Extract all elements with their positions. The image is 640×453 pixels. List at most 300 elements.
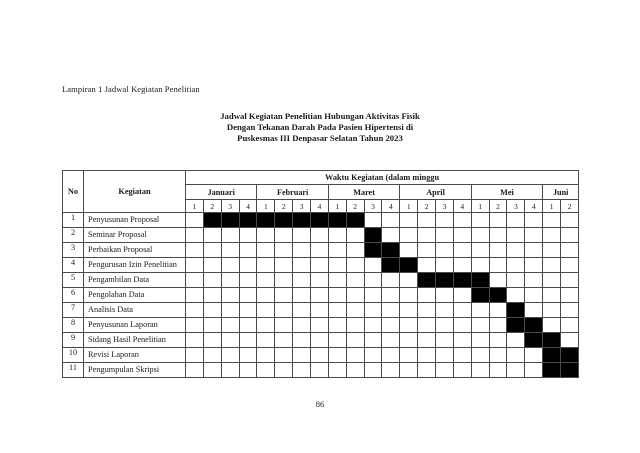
- gantt-empty-cell: [561, 318, 579, 333]
- gantt-empty-cell: [400, 213, 418, 228]
- activity-row: [63, 348, 579, 363]
- gantt-empty-cell: [203, 333, 221, 348]
- gantt-empty-cell: [328, 303, 346, 318]
- gantt-empty-cell: [436, 243, 454, 258]
- gantt-filled-cell: [418, 273, 436, 288]
- gantt-empty-cell: [275, 348, 293, 363]
- gantt-empty-cell: [525, 288, 543, 303]
- gantt-empty-cell: [311, 228, 329, 243]
- gantt-empty-cell: [257, 363, 275, 378]
- gantt-empty-cell: [400, 318, 418, 333]
- gantt-filled-cell: [382, 243, 400, 258]
- gantt-filled-cell: [561, 348, 579, 363]
- week-number-cell: 3: [436, 200, 454, 213]
- gantt-empty-cell: [186, 243, 204, 258]
- gantt-empty-cell: [471, 318, 489, 333]
- gantt-empty-cell: [364, 303, 382, 318]
- gantt-empty-cell: [382, 303, 400, 318]
- gantt-empty-cell: [203, 303, 221, 318]
- gantt-empty-cell: [561, 303, 579, 318]
- gantt-empty-cell: [400, 228, 418, 243]
- gantt-empty-cell: [186, 228, 204, 243]
- gantt-empty-cell: [436, 363, 454, 378]
- week-number-cell: 4: [453, 200, 471, 213]
- gantt-filled-cell: [543, 333, 561, 348]
- document-title: [62, 111, 578, 144]
- gantt-empty-cell: [543, 258, 561, 273]
- month-header-februari: Februari: [257, 185, 328, 200]
- activity-no: 10: [63, 348, 84, 363]
- gantt-empty-cell: [293, 333, 311, 348]
- gantt-empty-cell: [561, 228, 579, 243]
- activity-no: 4: [63, 258, 84, 273]
- gantt-filled-cell: [382, 258, 400, 273]
- gantt-empty-cell: [221, 303, 239, 318]
- gantt-empty-cell: [293, 273, 311, 288]
- gantt-empty-cell: [203, 363, 221, 378]
- gantt-empty-cell: [221, 333, 239, 348]
- gantt-empty-cell: [275, 303, 293, 318]
- gantt-filled-cell: [471, 273, 489, 288]
- gantt-empty-cell: [364, 213, 382, 228]
- gantt-empty-cell: [436, 333, 454, 348]
- gantt-empty-cell: [436, 213, 454, 228]
- activity-no: 6: [63, 288, 84, 303]
- gantt-empty-cell: [346, 333, 364, 348]
- gantt-empty-cell: [418, 333, 436, 348]
- gantt-empty-cell: [543, 303, 561, 318]
- gantt-empty-cell: [239, 348, 257, 363]
- gantt-empty-cell: [543, 318, 561, 333]
- activity-no: 5: [63, 273, 84, 288]
- week-number-cell: 3: [221, 200, 239, 213]
- gantt-empty-cell: [400, 333, 418, 348]
- gantt-empty-cell: [275, 363, 293, 378]
- activity-row: [63, 318, 579, 333]
- week-number-cell: 2: [346, 200, 364, 213]
- gantt-empty-cell: [293, 243, 311, 258]
- gantt-empty-cell: [293, 228, 311, 243]
- week-number-cell: 1: [543, 200, 561, 213]
- activity-name: Pengurusan Izin Penelitian: [84, 258, 186, 273]
- gantt-empty-cell: [453, 228, 471, 243]
- gantt-filled-cell: [489, 288, 507, 303]
- week-number-cell: 4: [525, 200, 543, 213]
- gantt-empty-cell: [489, 318, 507, 333]
- gantt-empty-cell: [525, 273, 543, 288]
- gantt-empty-cell: [328, 243, 346, 258]
- gantt-schedule-table: [62, 170, 579, 378]
- week-number-cell: 2: [489, 200, 507, 213]
- gantt-empty-cell: [489, 348, 507, 363]
- gantt-empty-cell: [186, 213, 204, 228]
- gantt-empty-cell: [543, 288, 561, 303]
- gantt-empty-cell: [436, 258, 454, 273]
- gantt-empty-cell: [203, 228, 221, 243]
- gantt-empty-cell: [418, 348, 436, 363]
- gantt-empty-cell: [561, 288, 579, 303]
- gantt-empty-cell: [436, 303, 454, 318]
- activity-row: [63, 363, 579, 378]
- gantt-filled-cell: [507, 303, 525, 318]
- gantt-empty-cell: [186, 363, 204, 378]
- gantt-empty-cell: [186, 273, 204, 288]
- gantt-filled-cell: [275, 213, 293, 228]
- gantt-filled-cell: [203, 213, 221, 228]
- gantt-empty-cell: [203, 243, 221, 258]
- gantt-empty-cell: [471, 258, 489, 273]
- activity-no: 9: [63, 333, 84, 348]
- gantt-empty-cell: [507, 228, 525, 243]
- month-header-juni: Juni: [543, 185, 579, 200]
- gantt-empty-cell: [257, 303, 275, 318]
- gantt-empty-cell: [453, 348, 471, 363]
- gantt-empty-cell: [507, 333, 525, 348]
- gantt-empty-cell: [203, 348, 221, 363]
- gantt-empty-cell: [239, 228, 257, 243]
- gantt-empty-cell: [507, 363, 525, 378]
- activity-row: [63, 243, 579, 258]
- gantt-empty-cell: [453, 363, 471, 378]
- gantt-filled-cell: [400, 258, 418, 273]
- gantt-filled-cell: [328, 213, 346, 228]
- week-number-cell: 1: [257, 200, 275, 213]
- gantt-empty-cell: [453, 333, 471, 348]
- column-header-no: No: [63, 171, 84, 213]
- gantt-empty-cell: [257, 333, 275, 348]
- gantt-empty-cell: [221, 363, 239, 378]
- gantt-empty-cell: [400, 288, 418, 303]
- week-number-cell: 1: [471, 200, 489, 213]
- gantt-empty-cell: [418, 243, 436, 258]
- gantt-empty-cell: [293, 303, 311, 318]
- gantt-empty-cell: [489, 213, 507, 228]
- gantt-empty-cell: [203, 288, 221, 303]
- gantt-empty-cell: [328, 333, 346, 348]
- gantt-empty-cell: [436, 228, 454, 243]
- gantt-filled-cell: [471, 288, 489, 303]
- gantt-empty-cell: [346, 273, 364, 288]
- gantt-empty-cell: [275, 318, 293, 333]
- gantt-filled-cell: [311, 213, 329, 228]
- gantt-empty-cell: [364, 258, 382, 273]
- activity-row: [63, 228, 579, 243]
- gantt-filled-cell: [543, 348, 561, 363]
- gantt-empty-cell: [418, 303, 436, 318]
- activity-row: [63, 288, 579, 303]
- week-number-cell: 2: [418, 200, 436, 213]
- gantt-empty-cell: [507, 243, 525, 258]
- gantt-empty-cell: [543, 228, 561, 243]
- gantt-empty-cell: [186, 318, 204, 333]
- gantt-empty-cell: [186, 348, 204, 363]
- week-number-cell: 3: [364, 200, 382, 213]
- gantt-empty-cell: [239, 243, 257, 258]
- gantt-empty-cell: [507, 288, 525, 303]
- gantt-empty-cell: [543, 243, 561, 258]
- gantt-empty-cell: [400, 243, 418, 258]
- gantt-empty-cell: [364, 318, 382, 333]
- week-number-cell: 2: [561, 200, 579, 213]
- week-number-cell: 4: [239, 200, 257, 213]
- gantt-empty-cell: [346, 258, 364, 273]
- title-line-1: Jadwal Kegiatan Penelitian Hubungan Aktivitas Fisik: [220, 111, 420, 121]
- activity-no: 2: [63, 228, 84, 243]
- gantt-empty-cell: [543, 273, 561, 288]
- gantt-empty-cell: [507, 213, 525, 228]
- gantt-empty-cell: [471, 363, 489, 378]
- gantt-empty-cell: [203, 258, 221, 273]
- gantt-empty-cell: [507, 273, 525, 288]
- week-number-cell: 1: [400, 200, 418, 213]
- gantt-empty-cell: [346, 303, 364, 318]
- gantt-empty-cell: [328, 273, 346, 288]
- gantt-empty-cell: [400, 363, 418, 378]
- activity-name: Penyusunan Laporan: [84, 318, 186, 333]
- gantt-empty-cell: [453, 288, 471, 303]
- gantt-empty-cell: [525, 258, 543, 273]
- gantt-empty-cell: [525, 243, 543, 258]
- gantt-filled-cell: [453, 273, 471, 288]
- gantt-empty-cell: [221, 228, 239, 243]
- gantt-filled-cell: [364, 228, 382, 243]
- gantt-empty-cell: [311, 333, 329, 348]
- gantt-empty-cell: [382, 228, 400, 243]
- gantt-empty-cell: [418, 228, 436, 243]
- gantt-empty-cell: [364, 288, 382, 303]
- gantt-empty-cell: [507, 348, 525, 363]
- activity-name: Pengambilan Data: [84, 273, 186, 288]
- week-number-cell: 2: [203, 200, 221, 213]
- gantt-empty-cell: [275, 273, 293, 288]
- activity-no: 8: [63, 318, 84, 333]
- gantt-empty-cell: [489, 363, 507, 378]
- gantt-empty-cell: [221, 273, 239, 288]
- gantt-empty-cell: [221, 258, 239, 273]
- page-number: 86: [315, 399, 325, 409]
- gantt-empty-cell: [382, 348, 400, 363]
- gantt-empty-cell: [328, 288, 346, 303]
- gantt-empty-cell: [471, 228, 489, 243]
- activity-name: Penyusunan Proposal: [84, 213, 186, 228]
- gantt-empty-cell: [525, 363, 543, 378]
- gantt-empty-cell: [436, 288, 454, 303]
- gantt-empty-cell: [364, 333, 382, 348]
- gantt-empty-cell: [561, 258, 579, 273]
- gantt-empty-cell: [239, 258, 257, 273]
- gantt-empty-cell: [453, 318, 471, 333]
- gantt-empty-cell: [311, 243, 329, 258]
- gantt-empty-cell: [489, 228, 507, 243]
- gantt-empty-cell: [239, 318, 257, 333]
- gantt-empty-cell: [257, 288, 275, 303]
- gantt-empty-cell: [400, 348, 418, 363]
- gantt-empty-cell: [203, 273, 221, 288]
- gantt-filled-cell: [543, 363, 561, 378]
- gantt-empty-cell: [275, 333, 293, 348]
- gantt-empty-cell: [471, 243, 489, 258]
- gantt-empty-cell: [311, 258, 329, 273]
- gantt-empty-cell: [275, 288, 293, 303]
- gantt-empty-cell: [257, 273, 275, 288]
- gantt-empty-cell: [257, 348, 275, 363]
- gantt-empty-cell: [525, 303, 543, 318]
- gantt-filled-cell: [364, 243, 382, 258]
- gantt-empty-cell: [186, 288, 204, 303]
- gantt-empty-cell: [293, 258, 311, 273]
- activity-no: 3: [63, 243, 84, 258]
- gantt-empty-cell: [221, 288, 239, 303]
- gantt-filled-cell: [525, 333, 543, 348]
- lampiran-label: Lampiran 1 Jadwal Kegiatan Penelitian: [62, 84, 200, 94]
- gantt-empty-cell: [293, 288, 311, 303]
- gantt-empty-cell: [239, 333, 257, 348]
- gantt-empty-cell: [364, 348, 382, 363]
- gantt-filled-cell: [239, 213, 257, 228]
- gantt-empty-cell: [382, 363, 400, 378]
- gantt-empty-cell: [186, 303, 204, 318]
- gantt-empty-cell: [311, 318, 329, 333]
- week-number-cell: 4: [382, 200, 400, 213]
- gantt-empty-cell: [328, 363, 346, 378]
- gantt-empty-cell: [364, 273, 382, 288]
- gantt-empty-cell: [221, 243, 239, 258]
- gantt-filled-cell: [221, 213, 239, 228]
- activity-name: Revisi Laporan: [84, 348, 186, 363]
- gantt-empty-cell: [364, 363, 382, 378]
- activity-name: Sidang Hasil Penelitian: [84, 333, 186, 348]
- gantt-empty-cell: [293, 363, 311, 378]
- gantt-empty-cell: [311, 348, 329, 363]
- gantt-empty-cell: [436, 318, 454, 333]
- gantt-empty-cell: [489, 303, 507, 318]
- gantt-empty-cell: [489, 273, 507, 288]
- week-number-cell: 2: [275, 200, 293, 213]
- gantt-empty-cell: [239, 363, 257, 378]
- month-header-mei: Mei: [471, 185, 542, 200]
- gantt-empty-cell: [328, 258, 346, 273]
- week-number-cell: 3: [507, 200, 525, 213]
- gantt-empty-cell: [346, 318, 364, 333]
- activity-row: [63, 303, 579, 318]
- gantt-empty-cell: [239, 288, 257, 303]
- gantt-empty-cell: [221, 318, 239, 333]
- gantt-empty-cell: [257, 258, 275, 273]
- gantt-empty-cell: [257, 228, 275, 243]
- gantt-empty-cell: [293, 318, 311, 333]
- gantt-empty-cell: [418, 258, 436, 273]
- gantt-empty-cell: [186, 333, 204, 348]
- gantt-empty-cell: [453, 303, 471, 318]
- title-line-2: Dengan Tekanan Darah Pada Pasien Hipertensi di: [226, 122, 414, 132]
- gantt-empty-cell: [471, 333, 489, 348]
- gantt-empty-cell: [346, 363, 364, 378]
- activity-row: [63, 213, 579, 228]
- gantt-filled-cell: [257, 213, 275, 228]
- gantt-empty-cell: [400, 273, 418, 288]
- gantt-empty-cell: [489, 258, 507, 273]
- gantt-filled-cell: [436, 273, 454, 288]
- gantt-empty-cell: [382, 333, 400, 348]
- gantt-filled-cell: [561, 363, 579, 378]
- month-header-maret: Maret: [328, 185, 399, 200]
- activity-no: 1: [63, 213, 84, 228]
- gantt-empty-cell: [257, 243, 275, 258]
- gantt-empty-cell: [382, 213, 400, 228]
- gantt-empty-cell: [311, 303, 329, 318]
- gantt-empty-cell: [471, 303, 489, 318]
- gantt-empty-cell: [203, 318, 221, 333]
- activity-row: [63, 273, 579, 288]
- column-header-kegiatan: Kegiatan: [84, 171, 186, 213]
- week-number-cell: 4: [311, 200, 329, 213]
- gantt-empty-cell: [311, 363, 329, 378]
- activity-name: Pengolahan Data: [84, 288, 186, 303]
- gantt-empty-cell: [275, 258, 293, 273]
- gantt-empty-cell: [453, 258, 471, 273]
- gantt-empty-cell: [382, 318, 400, 333]
- gantt-empty-cell: [436, 348, 454, 363]
- activity-name: Analisis Data: [84, 303, 186, 318]
- week-number-cell: 1: [328, 200, 346, 213]
- gantt-empty-cell: [418, 288, 436, 303]
- gantt-empty-cell: [328, 348, 346, 363]
- gantt-empty-cell: [561, 333, 579, 348]
- gantt-empty-cell: [257, 318, 275, 333]
- gantt-empty-cell: [311, 273, 329, 288]
- activity-name: Pengumpulan Skripsi: [84, 363, 186, 378]
- gantt-empty-cell: [525, 213, 543, 228]
- gantt-empty-cell: [328, 228, 346, 243]
- gantt-empty-cell: [275, 243, 293, 258]
- gantt-empty-cell: [418, 213, 436, 228]
- gantt-filled-cell: [507, 318, 525, 333]
- gantt-empty-cell: [346, 348, 364, 363]
- gantt-empty-cell: [275, 228, 293, 243]
- gantt-empty-cell: [221, 348, 239, 363]
- title-line-3: Puskesmas III Denpasar Selatan Tahun 2023: [237, 133, 403, 143]
- gantt-filled-cell: [525, 318, 543, 333]
- month-header-januari: Januari: [186, 185, 257, 200]
- gantt-empty-cell: [346, 228, 364, 243]
- gantt-empty-cell: [418, 363, 436, 378]
- activity-row: [63, 333, 579, 348]
- gantt-empty-cell: [507, 258, 525, 273]
- activity-no: 11: [63, 363, 84, 378]
- activity-name: Perbaikan Proposal: [84, 243, 186, 258]
- gantt-empty-cell: [561, 213, 579, 228]
- gantt-empty-cell: [382, 288, 400, 303]
- gantt-empty-cell: [561, 273, 579, 288]
- gantt-empty-cell: [400, 303, 418, 318]
- gantt-empty-cell: [418, 318, 436, 333]
- gantt-empty-cell: [561, 243, 579, 258]
- week-number-cell: 1: [186, 200, 204, 213]
- gantt-filled-cell: [293, 213, 311, 228]
- gantt-empty-cell: [453, 213, 471, 228]
- gantt-empty-cell: [453, 243, 471, 258]
- gantt-filled-cell: [346, 213, 364, 228]
- gantt-empty-cell: [346, 243, 364, 258]
- gantt-empty-cell: [239, 303, 257, 318]
- week-number-cell: 3: [293, 200, 311, 213]
- gantt-empty-cell: [346, 288, 364, 303]
- gantt-empty-cell: [186, 258, 204, 273]
- gantt-empty-cell: [328, 318, 346, 333]
- gantt-empty-cell: [489, 333, 507, 348]
- activity-no: 7: [63, 303, 84, 318]
- gantt-empty-cell: [543, 213, 561, 228]
